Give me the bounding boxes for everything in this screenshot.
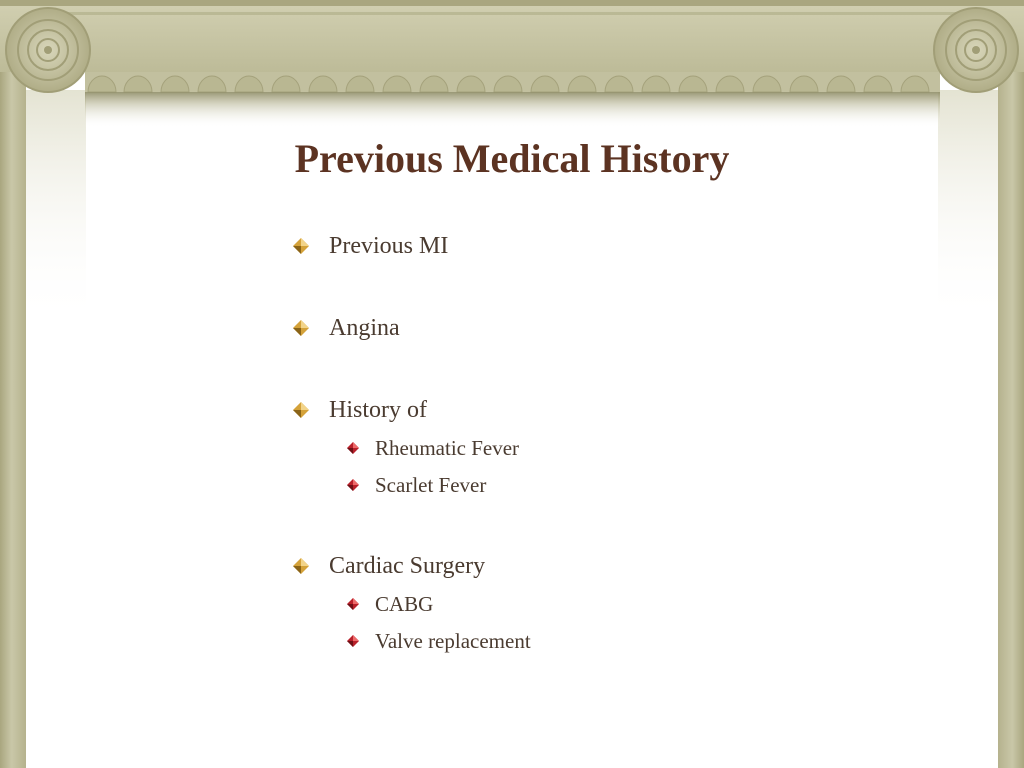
sub-bullet-text: Rheumatic Fever [375, 436, 520, 460]
bullet-item [292, 395, 427, 425]
gold-diamond-bullet-icon [292, 319, 310, 337]
bullet-item [292, 551, 485, 581]
sub-bullet-text: CABG [375, 592, 434, 616]
red-diamond-bullet-icon [346, 478, 360, 492]
slide-title: Previous Medical History [294, 136, 730, 181]
sub-bullet-text: Valve replacement [375, 629, 531, 653]
bullet-text: Cardiac Surgery [329, 553, 486, 579]
bullet-item [292, 231, 448, 261]
sub-bullet-item [346, 628, 531, 654]
gold-diamond-bullet-icon [292, 237, 310, 255]
bullet-item [292, 313, 400, 343]
gold-diamond-bullet-icon [292, 401, 310, 419]
red-diamond-bullet-icon [346, 441, 360, 455]
red-diamond-bullet-icon [346, 597, 360, 611]
gold-diamond-bullet-icon [292, 557, 310, 575]
sub-bullet-item [346, 591, 433, 617]
sub-bullet-item [346, 435, 519, 461]
bullet-text: History of [329, 397, 427, 423]
bullet-text: Previous MI [329, 233, 449, 259]
red-diamond-bullet-icon [346, 634, 360, 648]
sub-bullet-text: Scarlet Fever [375, 473, 487, 497]
bullet-text: Angina [329, 315, 400, 341]
sub-bullet-item [346, 472, 486, 498]
